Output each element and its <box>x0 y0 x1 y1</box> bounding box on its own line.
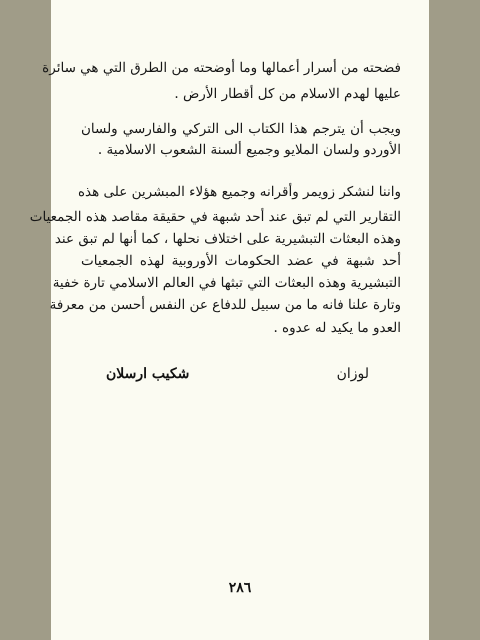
paragraph-1-line-2: عليها لهدم الاسلام من كل أقطار الأرض . <box>174 86 401 102</box>
paragraph-3-line-2: التقارير التي لم تبق عند أحد شبهة في حقيقة مقاصد هذه الجمعيات <box>29 209 401 225</box>
paragraph-3-line-6: وتارة علنا فانه ما من سبيل للدفاع عن النفس أحسن من معرفة <box>49 297 401 313</box>
signature-row <box>51 366 429 390</box>
page-content <box>29 0 429 640</box>
paragraph-3-line-7: العدو ما يكيد له عدوه . <box>273 320 401 336</box>
paragraph-3-line-4: أحد شبهة في عضد الحكومات الأوروبية لهذه الجمعيات <box>81 253 401 269</box>
place-name: لوزان <box>336 366 369 382</box>
paragraph-3-line-3: وهذه البعثات التبشيرية على اختلاف نحلها ، كما أنها لم تبق عند <box>54 231 401 247</box>
paragraph-3-line-1: واننا لنشكر زويمر وأقرانه وجميع هؤلاء المبشرين على هذه <box>77 184 401 200</box>
paragraph-3-line-5: التبشيرية وهذه البعثات التي تبثها في العالم الاسلامي تارة خفية <box>52 275 401 291</box>
page-number: ٢٨٦ <box>228 580 252 596</box>
book-page <box>29 0 429 640</box>
paragraph-2-line-1: ويجب أن يترجم هذا الكتاب الى التركي والفارسي ولسان <box>81 121 401 137</box>
author-name: شكيب ارسلان <box>106 366 190 382</box>
paragraph-2-line-2: الأوردو ولسان الملايو وجميع ألسنة الشعوب الاسلامية . <box>97 142 401 158</box>
paragraph-1-line-1: فضحته من أسرار أعمالها وما أوضحته من الطرق التي هي سائرة <box>42 60 401 76</box>
